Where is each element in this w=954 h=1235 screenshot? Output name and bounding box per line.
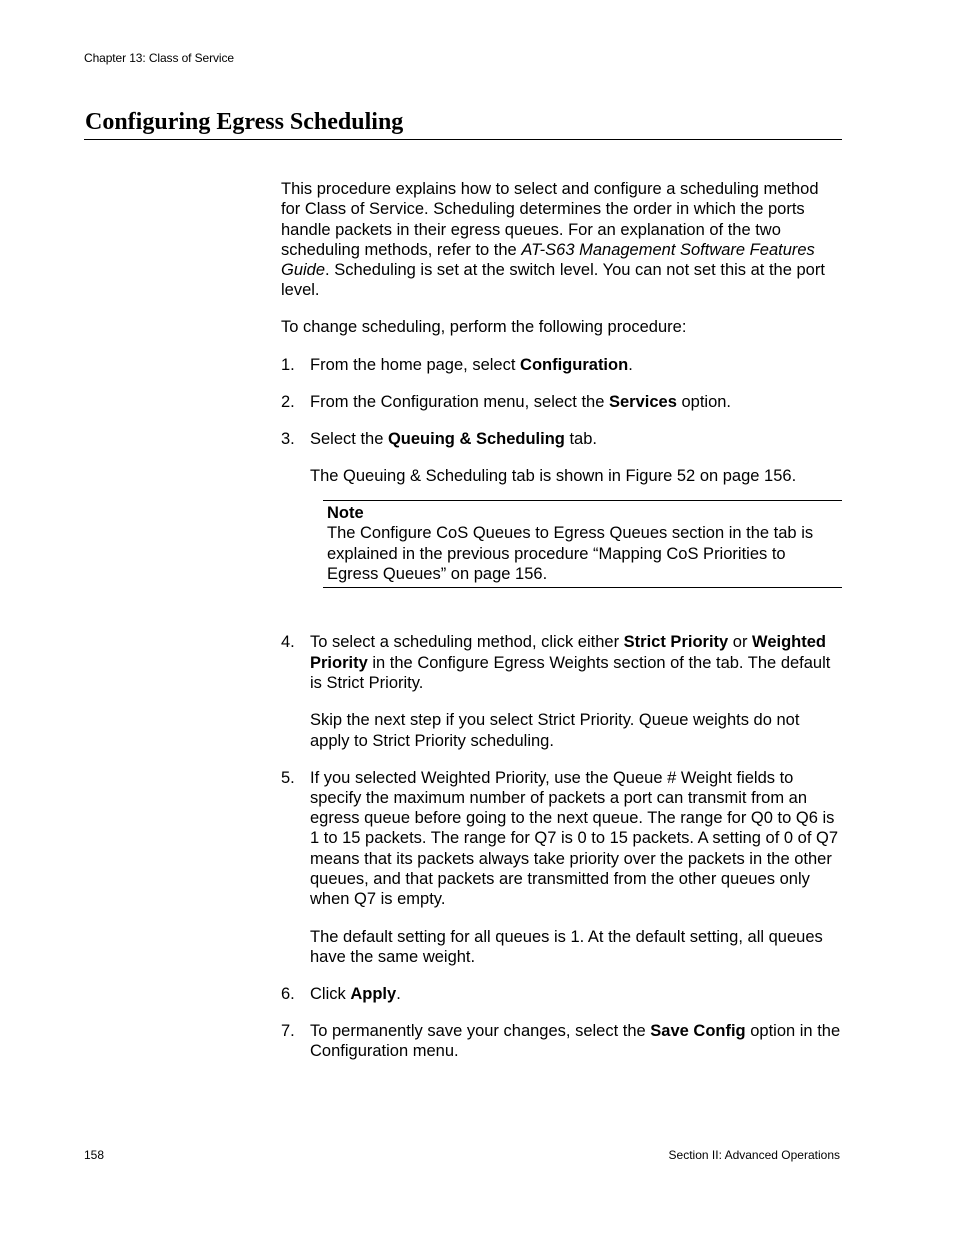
section-footer: Section II: Advanced Operations: [668, 1148, 840, 1162]
step-text: To permanently save your changes, select the: [310, 1021, 651, 1040]
page-title: Configuring Egress Scheduling: [85, 109, 404, 135]
body-column: [281, 179, 841, 1078]
ui-term-weighted-priority: Weighted Priority: [310, 633, 826, 672]
step-text: From the Configuration menu, select the: [310, 392, 609, 411]
procedure-lead-in: To change scheduling, perform the following procedure:: [281, 318, 687, 337]
step-7: [281, 1021, 841, 1062]
running-head: Chapter 13: Class of Service: [84, 51, 234, 65]
step-text: If you selected Weighted Priority, use the Queue # Weight fields to specify the maximum number of packets a port can transmit from an egress queue before going to the next queue. The range for Q0 to Q6 is 1 to 15 packets. The range for Q7 is 0 to 15 packets. A setting of 0 of Q7 means that its packets always take priority over the packets in the other queues, and that packets are transmitted from the other queues only when Q7 is empty.: [310, 768, 839, 909]
step-text: Select the: [310, 429, 388, 448]
step-number: 7.: [281, 1021, 295, 1040]
step-number: 1.: [281, 355, 295, 374]
step-text: To select a scheduling method, click either: [310, 633, 624, 652]
note-heading: Note: [327, 504, 364, 523]
step-number: 4.: [281, 633, 295, 652]
step-3-detail: The Queuing & Scheduling tab is shown in Figure 52 on page 156.: [310, 466, 797, 485]
step-4: [281, 632, 841, 750]
step-5-detail: The default setting for all queues is 1. At the default setting, all queues have the same weight.: [310, 927, 823, 966]
note-text: The Configure CoS Queues to Egress Queues section in the tab is explained in the previous procedure “Mapping CoS Priorities to Egress Queues” on page 156.: [327, 524, 814, 584]
ui-term-strict-priority: Strict Priority: [623, 633, 729, 652]
step-1: [281, 355, 841, 375]
ui-term-save-config: Save Config: [650, 1021, 746, 1040]
note-box: [323, 500, 842, 588]
step-text: Click: [310, 984, 351, 1003]
ui-term-configuration: Configuration: [520, 355, 629, 374]
step-6: [281, 984, 841, 1004]
step-text: in the Configure Egress Weights section of the tab. The default is Strict Priority.: [310, 653, 831, 692]
step-text: option in the Configuration menu.: [310, 1021, 841, 1061]
intro-paragraph: [281, 179, 841, 301]
step-text: or: [728, 633, 753, 652]
guide-title: AT-S63 Management Software Features Guide: [281, 240, 815, 280]
step-text: .: [628, 355, 633, 374]
title-rule: [84, 139, 842, 140]
ui-term-queuing-scheduling: Queuing & Scheduling: [387, 429, 565, 448]
page-number: 158: [84, 1148, 105, 1162]
step-number: 6.: [281, 984, 295, 1003]
step-text: From the home page, select: [310, 355, 521, 374]
step-5: [281, 768, 841, 968]
ui-term-services: Services: [608, 392, 677, 411]
intro-text-2: . Scheduling is set at the switch level. You can not set this at the port level.: [281, 261, 825, 300]
step-number: 3.: [281, 429, 295, 448]
step-text: tab.: [564, 429, 597, 448]
step-4-detail: Skip the next step if you select Strict Priority. Queue weights do not apply to Strict Priority scheduling.: [310, 711, 800, 750]
intro-text-1: This procedure explains how to select and configure a scheduling method for Class of Service. Scheduling determines the order in which the ports handle packets in their egress queues. For an explanation of the two scheduling methods, refer to the: [281, 180, 819, 259]
step-3: [281, 429, 841, 589]
step-number: 2.: [281, 392, 295, 411]
procedure-steps: [281, 355, 841, 1062]
step-text: option.: [676, 392, 732, 411]
step-number: 5.: [281, 768, 295, 787]
step-2: [281, 392, 841, 412]
ui-term-apply: Apply: [350, 984, 397, 1003]
step-text: .: [396, 984, 401, 1003]
